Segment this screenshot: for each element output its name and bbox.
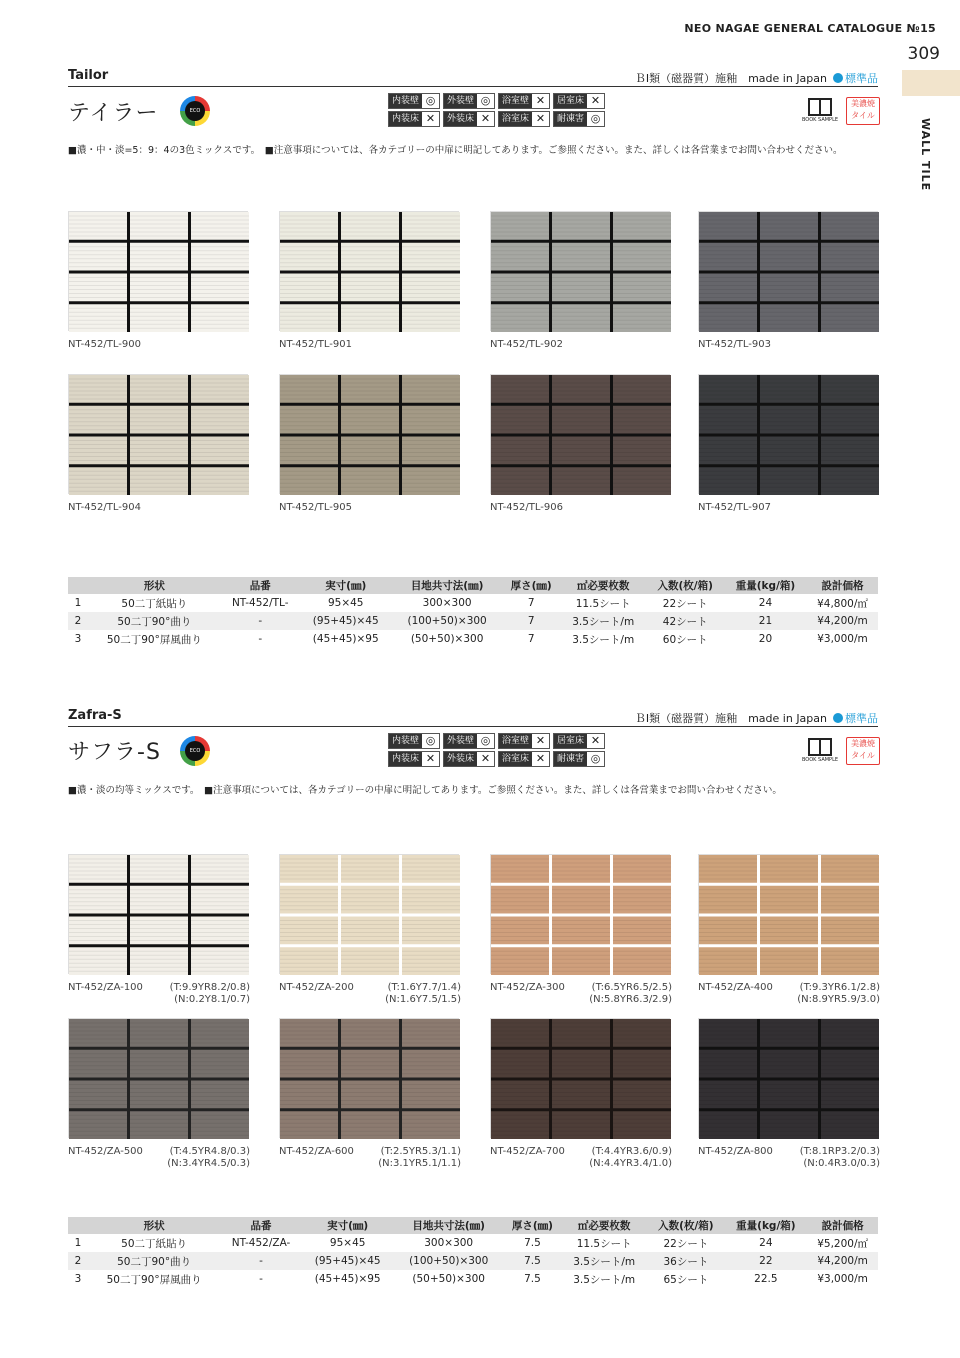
- tile-swatch: [490, 854, 670, 974]
- tile-swatch: [490, 1018, 670, 1138]
- usage-cell: [498, 93, 550, 109]
- usage-cell: [443, 733, 495, 749]
- table-cell: (100+50)×300: [392, 612, 503, 630]
- section-1-note: ■濃・中・淡=5：9：4の3色ミックスです。 ■注意事項については、各カテゴリーの中扉に明記してあります。ご参照ください。また、詳しくは各営業までお問い合わせください。: [68, 145, 843, 156]
- table-cell: ¥3,000/m: [817, 1273, 868, 1285]
- tile-label: [68, 339, 250, 367]
- table-cell: 7.5: [524, 1273, 541, 1285]
- usage-label: 外装床: [444, 112, 477, 126]
- table-header: 設計価格: [807, 577, 878, 594]
- table-header: 目地共寸法(㎜): [392, 577, 503, 594]
- usage-label: 居室床: [554, 94, 587, 108]
- tile-label: [68, 982, 250, 1010]
- tile-label: [490, 502, 672, 530]
- tile-swatch: [68, 374, 248, 494]
- tile-munsell-n: (N:8.9YR5.9/3.0): [797, 994, 880, 1005]
- tile-code: NT-452/TL-906: [490, 502, 563, 513]
- catalog-title: NEO NAGAE GENERAL CATALOGUE №15: [684, 22, 936, 35]
- side-tab-label: WALL TILE: [919, 118, 932, 192]
- table-cell: 3.5シート/m: [572, 633, 635, 646]
- usage-mark: ◎: [425, 94, 436, 107]
- usage-cell: [443, 751, 495, 767]
- table-cell: 7.5: [504, 1252, 561, 1270]
- usage-mark: ◎: [480, 94, 491, 107]
- table-cell: 36シート: [647, 1252, 724, 1270]
- usage-mark: ✕: [535, 752, 546, 765]
- tile-code: NT-452/TL-902: [490, 339, 563, 350]
- table-cell: 7.5: [524, 1237, 541, 1249]
- table-cell: 20: [758, 633, 773, 645]
- usage-cell: [553, 733, 605, 749]
- section-1-name-jp: テイラー: [68, 101, 159, 126]
- usage-mark: ✕: [535, 94, 546, 107]
- tile-label: [490, 1146, 672, 1174]
- tile-munsell-t: (T:1.6Y7.7/1.4): [387, 982, 461, 993]
- table-cell: (50+50)×300: [412, 1273, 485, 1285]
- table-header: 入数(枚/箱): [646, 577, 723, 594]
- book-sample-icon: [800, 738, 840, 763]
- table-cell: 50二丁90°屏風曲り: [106, 1273, 202, 1286]
- tile-code: NT-452/TL-901: [279, 339, 352, 350]
- page-number: 309: [907, 44, 940, 64]
- tile-label: [698, 1146, 880, 1174]
- table-row: [68, 1252, 878, 1270]
- table-cell: 3: [74, 633, 82, 645]
- table-header: [68, 1217, 88, 1234]
- tile-swatch: [698, 1018, 878, 1138]
- tile-swatch: [68, 211, 248, 331]
- mino-tile-line-1: 美濃焼: [851, 99, 875, 108]
- table-cell: (50+50)×300: [410, 633, 484, 645]
- table-cell: (95+45)×45: [300, 612, 392, 630]
- table-cell: 22シート: [663, 1237, 709, 1250]
- table-cell: 3.5シート/m: [560, 612, 647, 630]
- tile-label: [279, 982, 461, 1010]
- table-cell: (45+45)×95: [314, 1273, 381, 1285]
- tile-label: [279, 1146, 461, 1174]
- usage-cell: [498, 111, 550, 127]
- book-sample-label: BOOK SAMPLE: [801, 117, 839, 123]
- eco-friendly-label: ECO friendly: [185, 101, 205, 121]
- table-cell: 50二丁紙貼り: [121, 597, 188, 610]
- section-2-name-jp: サフラ-S: [68, 740, 161, 765]
- table-cell: 22: [724, 1252, 807, 1270]
- table-header: ㎡必要枚数: [561, 1217, 647, 1234]
- usage-mark: ✕: [480, 112, 491, 125]
- usage-label: 浴室壁: [499, 94, 532, 108]
- table-row: [68, 1270, 878, 1288]
- usage-mark: ◎: [480, 734, 491, 747]
- table-cell: -: [221, 612, 300, 630]
- table-cell: 11.5シート: [576, 1237, 632, 1250]
- table-header: ㎡必要枚数: [560, 577, 647, 594]
- usage-label: 外装壁: [444, 734, 477, 748]
- table-cell: 1: [74, 1237, 82, 1249]
- tile-code: NT-452/ZA-700: [490, 1146, 565, 1157]
- usage-mark: ✕: [425, 112, 436, 125]
- tile-label: [68, 1146, 250, 1174]
- usage-cell: [553, 93, 605, 109]
- usage-label: 耐凍害: [554, 112, 587, 126]
- table-cell: 22シート: [662, 597, 708, 610]
- table-cell: ¥5,200/㎡: [817, 1237, 868, 1250]
- table-cell: 65シート: [663, 1273, 709, 1286]
- table-row: [68, 612, 878, 630]
- usage-cell: [553, 751, 605, 767]
- tile-code: NT-452/TL-904: [68, 502, 141, 513]
- table-header: 形状: [88, 577, 221, 594]
- table-cell: 50二丁90°曲り: [88, 612, 221, 630]
- usage-mark: ◎: [590, 112, 601, 125]
- tile-label: [698, 339, 880, 367]
- usage-cell: [553, 111, 605, 127]
- table-cell: 60シート: [662, 633, 708, 646]
- tile-munsell-t: (T:4.4YR3.6/0.9): [591, 1146, 672, 1157]
- table-cell: 7: [527, 597, 535, 609]
- usage-label: 外装床: [444, 752, 477, 766]
- table-cell: 2: [68, 612, 88, 630]
- book-sample-icon: [800, 98, 840, 123]
- mino-tile-line-1: 美濃焼: [851, 739, 875, 748]
- table-cell: (100+50)×300: [394, 1252, 504, 1270]
- section-2-usage-grid: [388, 733, 605, 767]
- table-cell: -: [258, 633, 263, 645]
- eco-friendly-label: ECO friendly: [185, 741, 205, 761]
- usage-cell: [498, 751, 550, 767]
- tile-code: NT-452/TL-903: [698, 339, 771, 350]
- tile-munsell-t: (T:6.5YR6.5/2.5): [591, 982, 672, 993]
- section-2-name-en: Zafra-S: [68, 708, 122, 723]
- tile-munsell-n: (N:1.6Y7.5/1.5): [385, 994, 461, 1005]
- table-cell: 50二丁90°曲り: [88, 1252, 220, 1270]
- table-header: 実寸(㎜): [302, 1217, 394, 1234]
- usage-label: 外装壁: [444, 94, 477, 108]
- table-header: 品番: [221, 577, 300, 594]
- tile-munsell-n: (N:4.4YR3.4/1.0): [589, 1158, 672, 1169]
- standard-dot-icon: [833, 73, 843, 83]
- table-cell: 1: [74, 597, 82, 609]
- table-header: 厚さ(㎜): [504, 1217, 561, 1234]
- table-cell: 300×300: [424, 1237, 474, 1249]
- tile-munsell-n: (N:5.8YR6.3/2.9): [589, 994, 672, 1005]
- mino-tile-line-2: タイル: [851, 751, 875, 760]
- section-2-rule: [68, 726, 878, 727]
- tile-swatch: [68, 854, 248, 974]
- table-cell: 11.5シート: [575, 597, 631, 610]
- table-header: 実寸(㎜): [300, 577, 392, 594]
- usage-cell: [388, 93, 440, 109]
- section-1-class-text: ＢⅠ類（磁器質）施釉 made in Japan: [634, 72, 827, 85]
- table-header: 厚さ(㎜): [502, 577, 559, 594]
- table-cell: 3.5シート/m: [573, 1273, 636, 1286]
- table-header: 重量(kg/箱): [724, 1217, 807, 1234]
- tile-label: [698, 982, 880, 1010]
- table-header: 重量(kg/箱): [724, 577, 807, 594]
- usage-cell: [388, 111, 440, 127]
- table-header: 入数(枚/箱): [647, 1217, 724, 1234]
- table-header: [68, 577, 88, 594]
- section-2-classification: [635, 710, 878, 726]
- usage-label: 居室床: [554, 734, 587, 748]
- tile-swatch: [490, 374, 670, 494]
- tile-munsell-t: (T:8.1RP3.2/0.3): [799, 1146, 880, 1157]
- table-cell: ¥4,200/m: [807, 1252, 878, 1270]
- table-cell: 24: [759, 1237, 773, 1249]
- table-row: [68, 630, 878, 648]
- table-cell: 7: [502, 612, 559, 630]
- table-header: 目地共寸法(㎜): [394, 1217, 504, 1234]
- mino-tile-badge: [846, 97, 880, 125]
- usage-mark: ✕: [590, 94, 601, 107]
- table-header: 設計価格: [807, 1217, 878, 1234]
- table-cell: 7: [527, 633, 535, 645]
- usage-cell: [498, 733, 550, 749]
- tile-label: [279, 502, 461, 530]
- table-cell: ¥4,800/㎡: [817, 597, 868, 610]
- table-cell: 300×300: [422, 597, 472, 609]
- section-2-spec-table: [68, 1217, 878, 1288]
- section-1-classification: [635, 70, 878, 86]
- tile-munsell-n: (N:3.1YR5.1/1.1): [378, 1158, 461, 1169]
- table-cell: 50二丁紙貼り: [121, 1237, 188, 1250]
- table-header: 形状: [88, 1217, 220, 1234]
- table-cell: ¥3,000/m: [817, 633, 868, 645]
- usage-label: 内装床: [389, 752, 422, 766]
- mino-tile-line-2: タイル: [851, 111, 875, 120]
- tile-munsell-n: (N:3.4YR4.5/0.3): [167, 1158, 250, 1169]
- usage-label: 浴室壁: [499, 734, 532, 748]
- table-cell: 24: [758, 597, 773, 609]
- section-1-standard: 標準品: [845, 72, 878, 85]
- table-row: [68, 594, 878, 612]
- tile-swatch: [698, 854, 878, 974]
- tile-label: [68, 502, 250, 530]
- table-cell: 2: [68, 1252, 88, 1270]
- eco-friendly-icon: [180, 736, 210, 774]
- tile-swatch: [698, 374, 878, 494]
- table-cell: (95+45)×45: [302, 1252, 394, 1270]
- tile-munsell-t: (T:4.5YR4.8/0.3): [169, 1146, 250, 1157]
- tile-code: NT-452/ZA-200: [279, 982, 354, 993]
- tile-swatch: [279, 374, 459, 494]
- tile-code: NT-452/ZA-400: [698, 982, 773, 993]
- usage-mark: ✕: [480, 752, 491, 765]
- usage-mark: ✕: [425, 752, 436, 765]
- table-cell: (45+45)×95: [312, 633, 379, 645]
- section-2-standard: 標準品: [845, 712, 878, 725]
- tile-code: NT-452/TL-905: [279, 502, 352, 513]
- standard-dot-icon: [833, 713, 843, 723]
- usage-mark: ✕: [590, 734, 601, 747]
- tile-munsell-t: (T:9.3YR6.1/2.8): [799, 982, 880, 993]
- usage-label: 浴室床: [499, 752, 532, 766]
- tile-label: [490, 339, 672, 367]
- table-cell: 42シート: [646, 612, 723, 630]
- usage-cell: [388, 751, 440, 767]
- table-cell: 50二丁90°屏風曲り: [106, 633, 202, 646]
- table-cell: -: [259, 1273, 263, 1285]
- book-sample-label: BOOK SAMPLE: [801, 757, 839, 763]
- tile-munsell-n: (N:0.4R3.0/0.3): [803, 1158, 880, 1169]
- tile-munsell-t: (T:9.9YR8.2/0.8): [169, 982, 250, 993]
- usage-mark: ◎: [425, 734, 436, 747]
- section-1-name-en: Tailor: [68, 68, 109, 83]
- usage-label: 内装壁: [389, 734, 422, 748]
- tile-label: [490, 982, 672, 1010]
- table-cell: 95×45: [327, 597, 364, 609]
- tile-label: [279, 339, 461, 367]
- usage-cell: [443, 111, 495, 127]
- usage-label: 耐凍害: [554, 752, 587, 766]
- section-1-usage-grid: [388, 93, 605, 127]
- tile-swatch: [279, 1018, 459, 1138]
- section-2-note: ■濃・淡の均等ミックスです。 ■注意事項については、各カテゴリーの中扉に明記してあります。ご参照ください。また、詳しくは各営業までお問い合わせください。: [68, 785, 782, 796]
- tile-code: NT-452/ZA-800: [698, 1146, 773, 1157]
- table-cell: NT-452/TL-: [231, 597, 289, 609]
- side-tab-marker: [902, 70, 960, 96]
- table-cell: 21: [724, 612, 807, 630]
- usage-mark: ◎: [590, 752, 601, 765]
- tile-swatch: [68, 1018, 248, 1138]
- table-row: [68, 1234, 878, 1252]
- section-1-rule: [68, 86, 878, 87]
- eco-friendly-icon: [180, 96, 210, 134]
- tile-swatch: [279, 854, 459, 974]
- tile-code: NT-452/ZA-600: [279, 1146, 354, 1157]
- usage-mark: ✕: [535, 112, 546, 125]
- tile-code: NT-452/ZA-100: [68, 982, 143, 993]
- section-1-spec-table: [68, 577, 878, 648]
- tile-code: NT-452/TL-907: [698, 502, 771, 513]
- tile-swatch: [490, 211, 670, 331]
- table-header: 品番: [220, 1217, 302, 1234]
- tile-munsell-n: (N:0.2Y8.1/0.7): [174, 994, 250, 1005]
- mino-tile-badge: [846, 737, 880, 765]
- tile-swatch: [279, 211, 459, 331]
- table-cell: -: [220, 1252, 302, 1270]
- table-cell: 22.5: [754, 1273, 778, 1285]
- usage-mark: ✕: [535, 734, 546, 747]
- usage-cell: [388, 733, 440, 749]
- tile-swatch: [698, 211, 878, 331]
- usage-label: 内装床: [389, 112, 422, 126]
- table-cell: NT-452/ZA-: [231, 1237, 291, 1249]
- usage-cell: [443, 93, 495, 109]
- usage-label: 内装壁: [389, 94, 422, 108]
- table-cell: 3.5シート/m: [561, 1252, 647, 1270]
- table-cell: ¥4,200/m: [807, 612, 878, 630]
- tile-code: NT-452/TL-900: [68, 339, 141, 350]
- usage-label: 浴室床: [499, 112, 532, 126]
- tile-munsell-t: (T:2.5YR5.3/1.1): [380, 1146, 461, 1157]
- table-cell: 95×45: [329, 1237, 366, 1249]
- tile-label: [698, 502, 880, 530]
- table-cell: 3: [74, 1273, 82, 1285]
- tile-code: NT-452/ZA-500: [68, 1146, 143, 1157]
- tile-code: NT-452/ZA-300: [490, 982, 565, 993]
- section-2-class-text: ＢⅠ類（磁器質）施釉 made in Japan: [634, 712, 827, 725]
